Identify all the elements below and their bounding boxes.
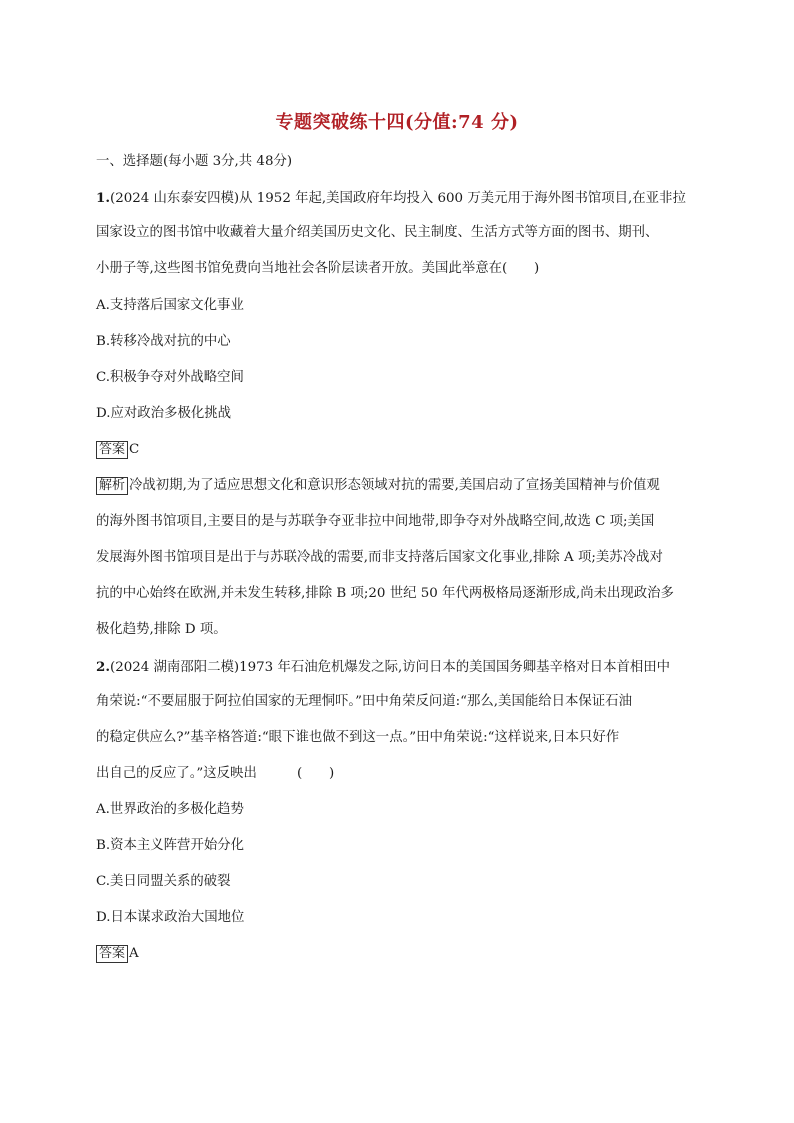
answer-value: C: [129, 442, 140, 457]
question-1-analysis-line-5: 极化趋势,排除 D 项。: [96, 622, 227, 637]
question-2-option-d: D.日本谋求政治大国地位: [96, 910, 245, 925]
answer-tag: 答案: [96, 441, 128, 459]
answer-tag: 答案: [96, 945, 128, 963]
question-1-number: 1.: [96, 190, 110, 206]
question-1-line-2: 国家设立的图书馆中收藏着大量介绍美国历史文化、民主制度、生活方式等方面的图书、期刊、: [96, 225, 659, 240]
question-1-analysis-line-2: 的海外图书馆项目,主要目的是与苏联争夺亚非拉中间地带,即争夺对外战略空间,故选 C 项;美国: [96, 514, 655, 529]
question-1-option-b: B.转移冷战对抗的中心: [96, 334, 231, 349]
question-1-text-1: (2024 山东泰安四模)从 1952 年起,美国政府年均投入 600 万美元用于海外图书馆项目,在亚非拉: [109, 191, 686, 206]
question-1-answer: [96, 440, 139, 460]
question-2-line-3: 的稳定供应么?”基辛格答道:“眼下谁也做不到这一点。”田中角荣说:“这样说来,日本只好作: [96, 730, 620, 745]
question-1-line-3: 小册子等,这些图书馆免费向当地社会各阶层读者开放。美国此举意在( ): [96, 261, 540, 276]
question-2-line-4: 出自己的反应了。”这反映出 ( ): [96, 766, 335, 781]
page-title: 专题突破练十四(分值:74 分): [275, 112, 519, 133]
question-2-text-1: (2024 湖南邵阳二模)1973 年石油危机爆发之际,访问日本的美国国务卿基辛格对日本首相田中: [109, 660, 671, 675]
question-2-line-2: 角荣说:“不要屈服于阿拉伯国家的无理恫吓。”田中角荣反问道:“那么,美国能给日本保证石油: [96, 694, 632, 709]
question-2-option-b: B.资本主义阵营开始分化: [96, 838, 245, 853]
question-2-answer: [96, 944, 139, 964]
question-2-option-a: A.世界政治的多极化趋势: [96, 802, 244, 817]
question-2-line-1: [96, 657, 706, 678]
question-2-number: 2.: [96, 659, 110, 675]
answer-value: A: [129, 946, 139, 961]
question-1-option-d: D.应对政治多极化挑战: [96, 406, 232, 421]
question-1-line-1: [96, 188, 706, 209]
analysis-tag: 解析: [96, 477, 128, 495]
question-1-analysis-line-1: [96, 476, 706, 496]
question-1-analysis-line-3: 发展海外图书馆项目是出于与苏联冷战的需要,而非支持落后国家文化事业,排除 A 项;美苏冷战对: [96, 550, 663, 565]
question-1-option-c: C.积极争夺对外战略空间: [96, 370, 244, 385]
question-1-option-a: A.支持落后国家文化事业: [96, 298, 244, 313]
analysis-text-1: 冷战初期,为了适应思想文化和意识形态领域对抗的需要,美国启动了宣扬美国精神与价值观: [129, 478, 660, 493]
question-1-analysis-line-4: 抗的中心始终在欧洲,并未发生转移,排除 B 项;20 世纪 50 年代两极格局逐渐形成,尚未出现政治多: [96, 586, 674, 601]
section-heading: 一、选择题(每小题 3分,共 48分): [96, 154, 293, 169]
question-2-option-c: C.美日同盟关系的破裂: [96, 874, 231, 889]
